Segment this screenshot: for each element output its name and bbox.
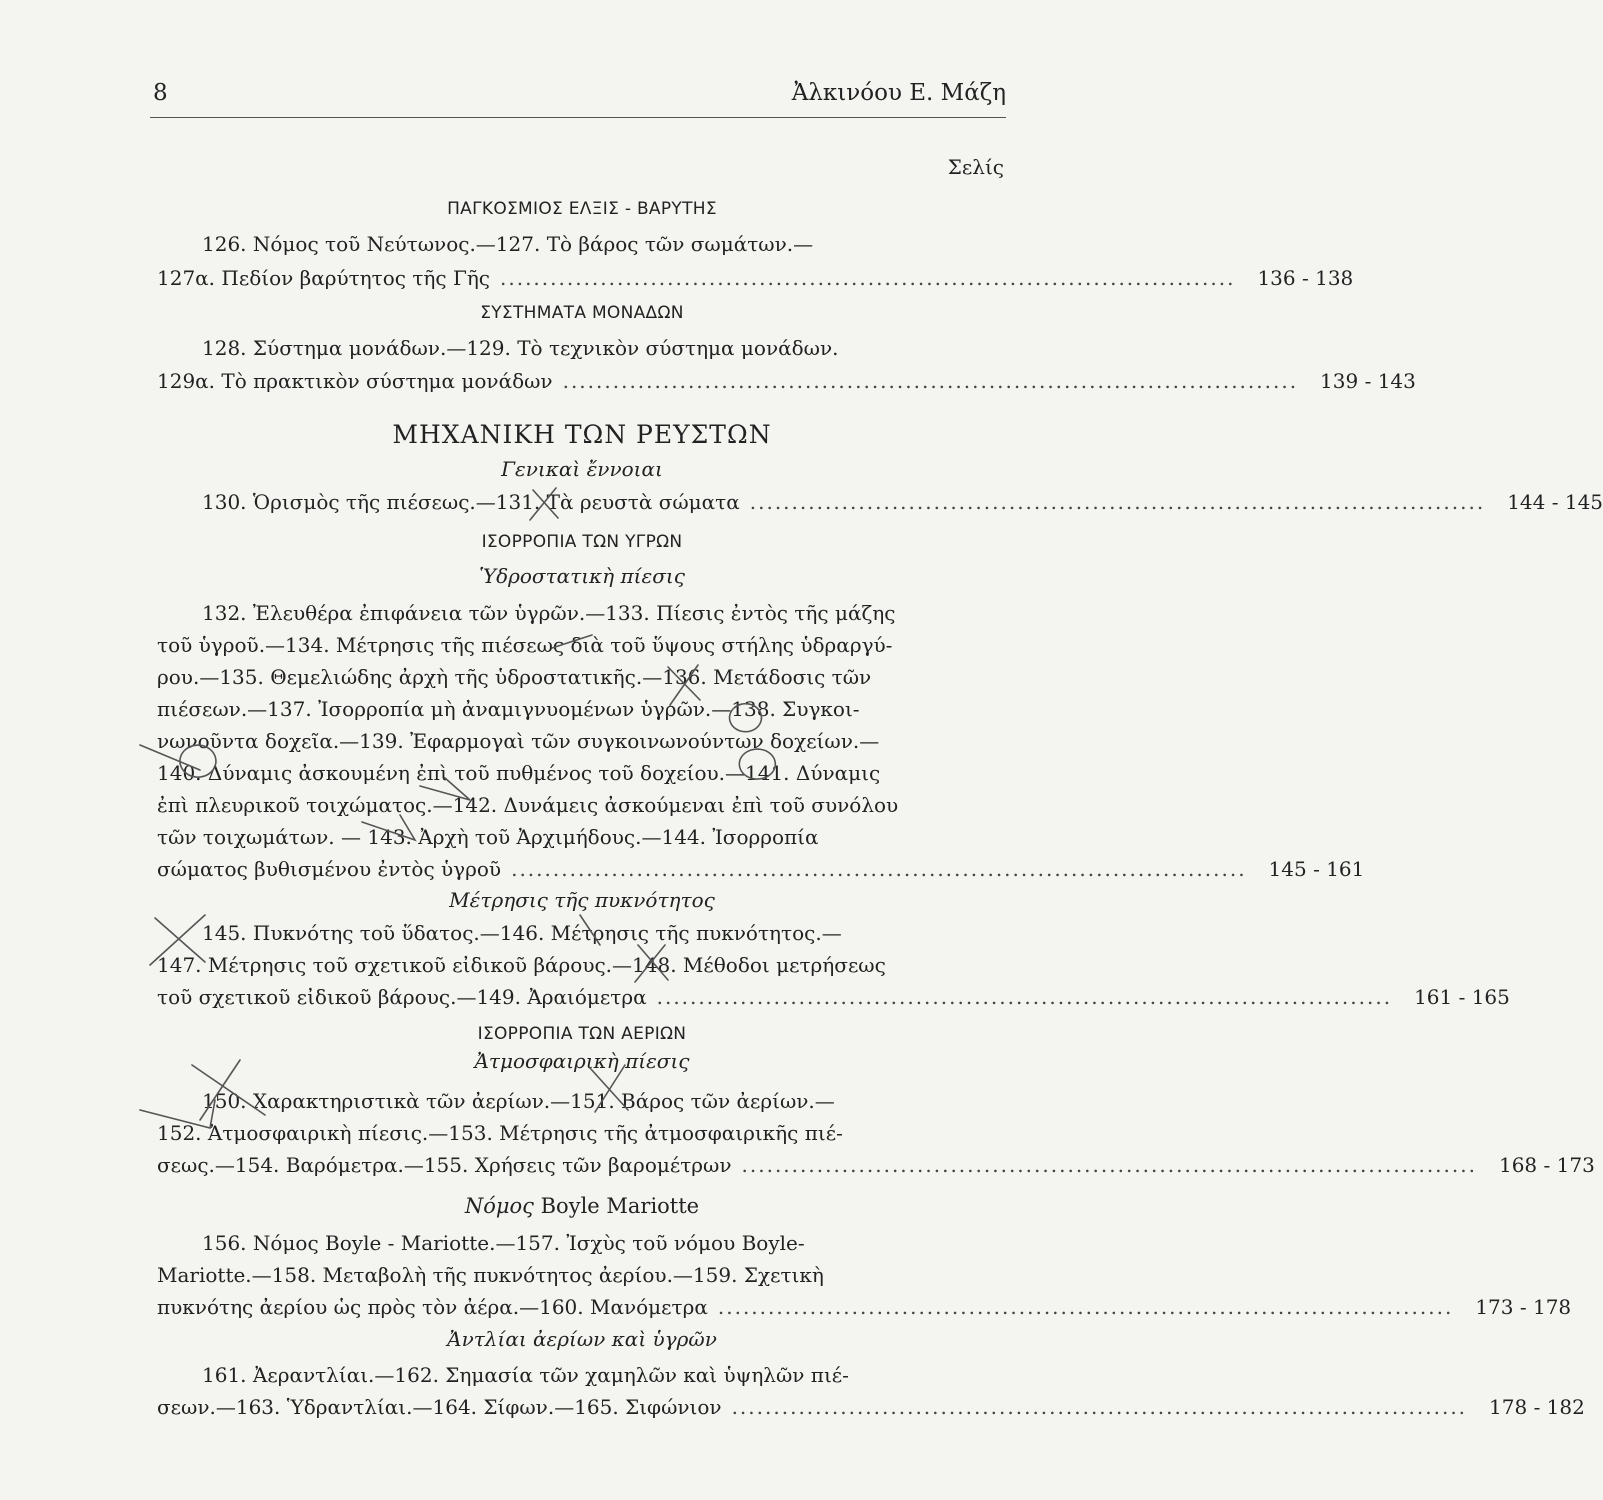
section-title-units: ΣΥΣΤΗΜΑΤΑ ΜΟΝΑΔΩΝ	[480, 303, 684, 323]
toc-entry-line	[157, 1394, 1585, 1420]
page-range: 173 - 178	[1475, 1295, 1572, 1319]
page-range: 136 - 138	[1257, 266, 1354, 290]
section-title-gravity: ΠΑΓΚΟΣΜΙΟΣ ΕΛΞΙΣ - ΒΑΡΥΤΗΣ	[447, 199, 717, 219]
subsection-title: Γενικαὶ ἔννοιαι	[501, 457, 663, 481]
toc-entry-line: 145. Πυκνότης τοῦ ὕδατος.—146. Μέτρησις τῆς πυκνότητος.—	[202, 921, 842, 945]
toc-entry-text: τοῦ σχετικοῦ εἰδικοῦ βάρους.—149. Ἀραιόμετρα	[157, 985, 647, 1009]
page-range: 178 - 182	[1489, 1395, 1585, 1419]
section-title-liquids: ΙΣΟΡΡΟΠΙΑ ΤΩΝ ΥΓΡΩΝ	[481, 532, 683, 552]
toc-entry-line: 152. Ἀτμοσφαιρικὴ πίεσις.—153. Μέτρησις τῆς ἀτμοσφαιρικῆς πιέ-	[157, 1121, 843, 1145]
leader-dots: ........................................................................................	[731, 1395, 1468, 1419]
subsection-title: Μέτρησις τῆς πυκνότητος	[449, 888, 715, 912]
toc-entry-text: 130. Ὁρισμὸς τῆς πιέσεως.—131. Τὰ ρευστὰ σώματα	[202, 490, 740, 514]
leader-dots: ........................................................................................	[741, 1153, 1477, 1177]
subsection-title-plain: Boyle Mariotte	[533, 1194, 700, 1218]
chapter-title-fluids: ΜΗΧΑΝΙΚΗ ΤΩΝ ΡΕΥΣΤΩΝ	[392, 420, 772, 449]
toc-entry-line: τῶν τοιχωμάτων. — 143. Ἀρχὴ τοῦ Ἀρχιμήδους.—144. Ἰσορροπία	[157, 825, 819, 849]
page-number: 8	[153, 80, 168, 106]
toc-entry-line	[157, 1294, 1572, 1320]
leader-dots: ........................................................................................	[511, 857, 1247, 881]
subsection-title: Ὑδροστατικὴ πίεσις	[479, 564, 685, 588]
leader-dots: ........................................................................................	[717, 1295, 1454, 1319]
subsection-title-italic: Νόμος	[464, 1194, 534, 1218]
toc-entry-line: 150. Χαρακτηριστικὰ τῶν ἀερίων.—151. Βάρος τῶν ἀερίων.—	[202, 1089, 835, 1113]
subsection-title	[157, 1193, 1007, 1219]
page-range: 139 - 143	[1320, 369, 1416, 393]
toc-entry-text: σεων.—163. Ὑδραντλίαι.—164. Σίφων.—165. Σιφώνιον	[157, 1395, 722, 1419]
leader-dots: ........................................................................................	[500, 266, 1236, 290]
toc-entry-line	[157, 265, 1354, 291]
toc-entry-line: πιέσεων.—137. Ἰσορροπία μὴ ἀναμιγνυομένων ὑγρῶν.—138. Συγκοι-	[157, 697, 860, 721]
subsection-title: Ἀντλίαι ἀερίων καὶ ὑγρῶν	[447, 1327, 717, 1351]
toc-entry-line: Mariotte.—158. Μεταβολὴ τῆς πυκνότητος ἀερίου.—159. Σχετικὴ	[157, 1263, 824, 1287]
toc-entry-line	[157, 1152, 1595, 1178]
page-range: 168 - 173	[1498, 1153, 1595, 1177]
page-range: 144 - 145	[1507, 490, 1603, 514]
page-range: 161 - 165	[1414, 985, 1510, 1009]
toc-entry-line: 132. Ἐλευθέρα ἐπιφάνεια τῶν ὑγρῶν.—133. Πίεσις ἐντὸς τῆς μάζης	[202, 601, 896, 625]
pages-column-label: Σελίς	[947, 155, 1004, 179]
toc-entry-line	[157, 489, 1603, 515]
toc-entry-text: σώματος βυθισμένου ἐντὸς ὑγροῦ	[157, 857, 502, 881]
page-range: 145 - 161	[1268, 857, 1365, 881]
toc-entry-line: 128. Σύστημα μονάδων.—129. Τὸ τεχνικὸν σύστημα μονάδων.	[202, 336, 839, 360]
leader-dots: ........................................................................................	[562, 369, 1299, 393]
section-title-gases: ΙΣΟΡΡΟΠΙΑ ΤΩΝ ΑΕΡΙΩΝ	[477, 1024, 687, 1044]
leader-dots: ........................................................................................	[656, 985, 1393, 1009]
leader-dots: ........................................................................................	[749, 490, 1486, 514]
toc-entry-line: 126. Νόμος τοῦ Νεύτωνος.—127. Τὸ βάρος τῶν σωμάτων.—	[202, 232, 814, 256]
toc-entry-line: 161. Ἀεραντλίαι.—162. Σημασία τῶν χαμηλῶν καὶ ὑψηλῶν πιέ-	[202, 1363, 849, 1387]
running-header-author: Ἀλκινόου Ε. Μάζη	[791, 80, 1006, 106]
toc-entry-line: νωνοῦντα δοχεῖα.—139. Ἐφαρμογαὶ τῶν συγκοινωνούντων δοχείων.—	[157, 729, 880, 753]
toc-entry-line	[157, 368, 1416, 394]
toc-entry-line: 147. Μέτρησις τοῦ σχετικοῦ εἰδικοῦ βάρους.—148. Μέθοδοι μετρήσεως	[157, 953, 886, 977]
toc-entry-line: ρου.—135. Θεμελιώδης ἀρχὴ τῆς ὑδροστατικῆς.—136. Μετάδοσις τῶν	[157, 665, 872, 689]
toc-entry-text: σεως.—154. Βαρόμετρα.—155. Χρήσεις τῶν βαρομέτρων	[157, 1153, 732, 1177]
subsection-title: Ἀτμοσφαιρικὴ πίεσις	[474, 1049, 690, 1073]
toc-entry-line: 156. Νόμος Boyle - Mariotte.—157. Ἰσχὺς τοῦ νόμου Boyle-	[202, 1231, 805, 1255]
toc-entry-text: 129α. Τὸ πρακτικὸν σύστημα μονάδων	[157, 369, 553, 393]
toc-entry-text: 127α. Πεδίον βαρύτητος τῆς Γῆς	[157, 266, 490, 290]
toc-entry-line: ἐπὶ πλευρικοῦ τοιχώματος.—142. Δυνάμεις ἀσκούμεναι ἐπὶ τοῦ συνόλου	[157, 793, 899, 817]
toc-entry-line	[157, 984, 1510, 1010]
toc-entry-text: πυκνότης ἀερίου ὡς πρὸς τὸν ἀέρα.—160. Μανόμετρα	[157, 1295, 708, 1319]
toc-entry-line: τοῦ ὑγροῦ.—134. Μέτρησις τῆς πιέσεως διὰ τοῦ ὕψους στήλης ὑδραργύ-	[157, 633, 893, 657]
header-rule	[150, 117, 1006, 118]
toc-entry-line	[157, 856, 1365, 882]
toc-entry-line: 140. Δύναμις ἀσκουμένη ἐπὶ τοῦ πυθμένος τοῦ δοχείου.—141. Δύναμις	[157, 761, 881, 785]
